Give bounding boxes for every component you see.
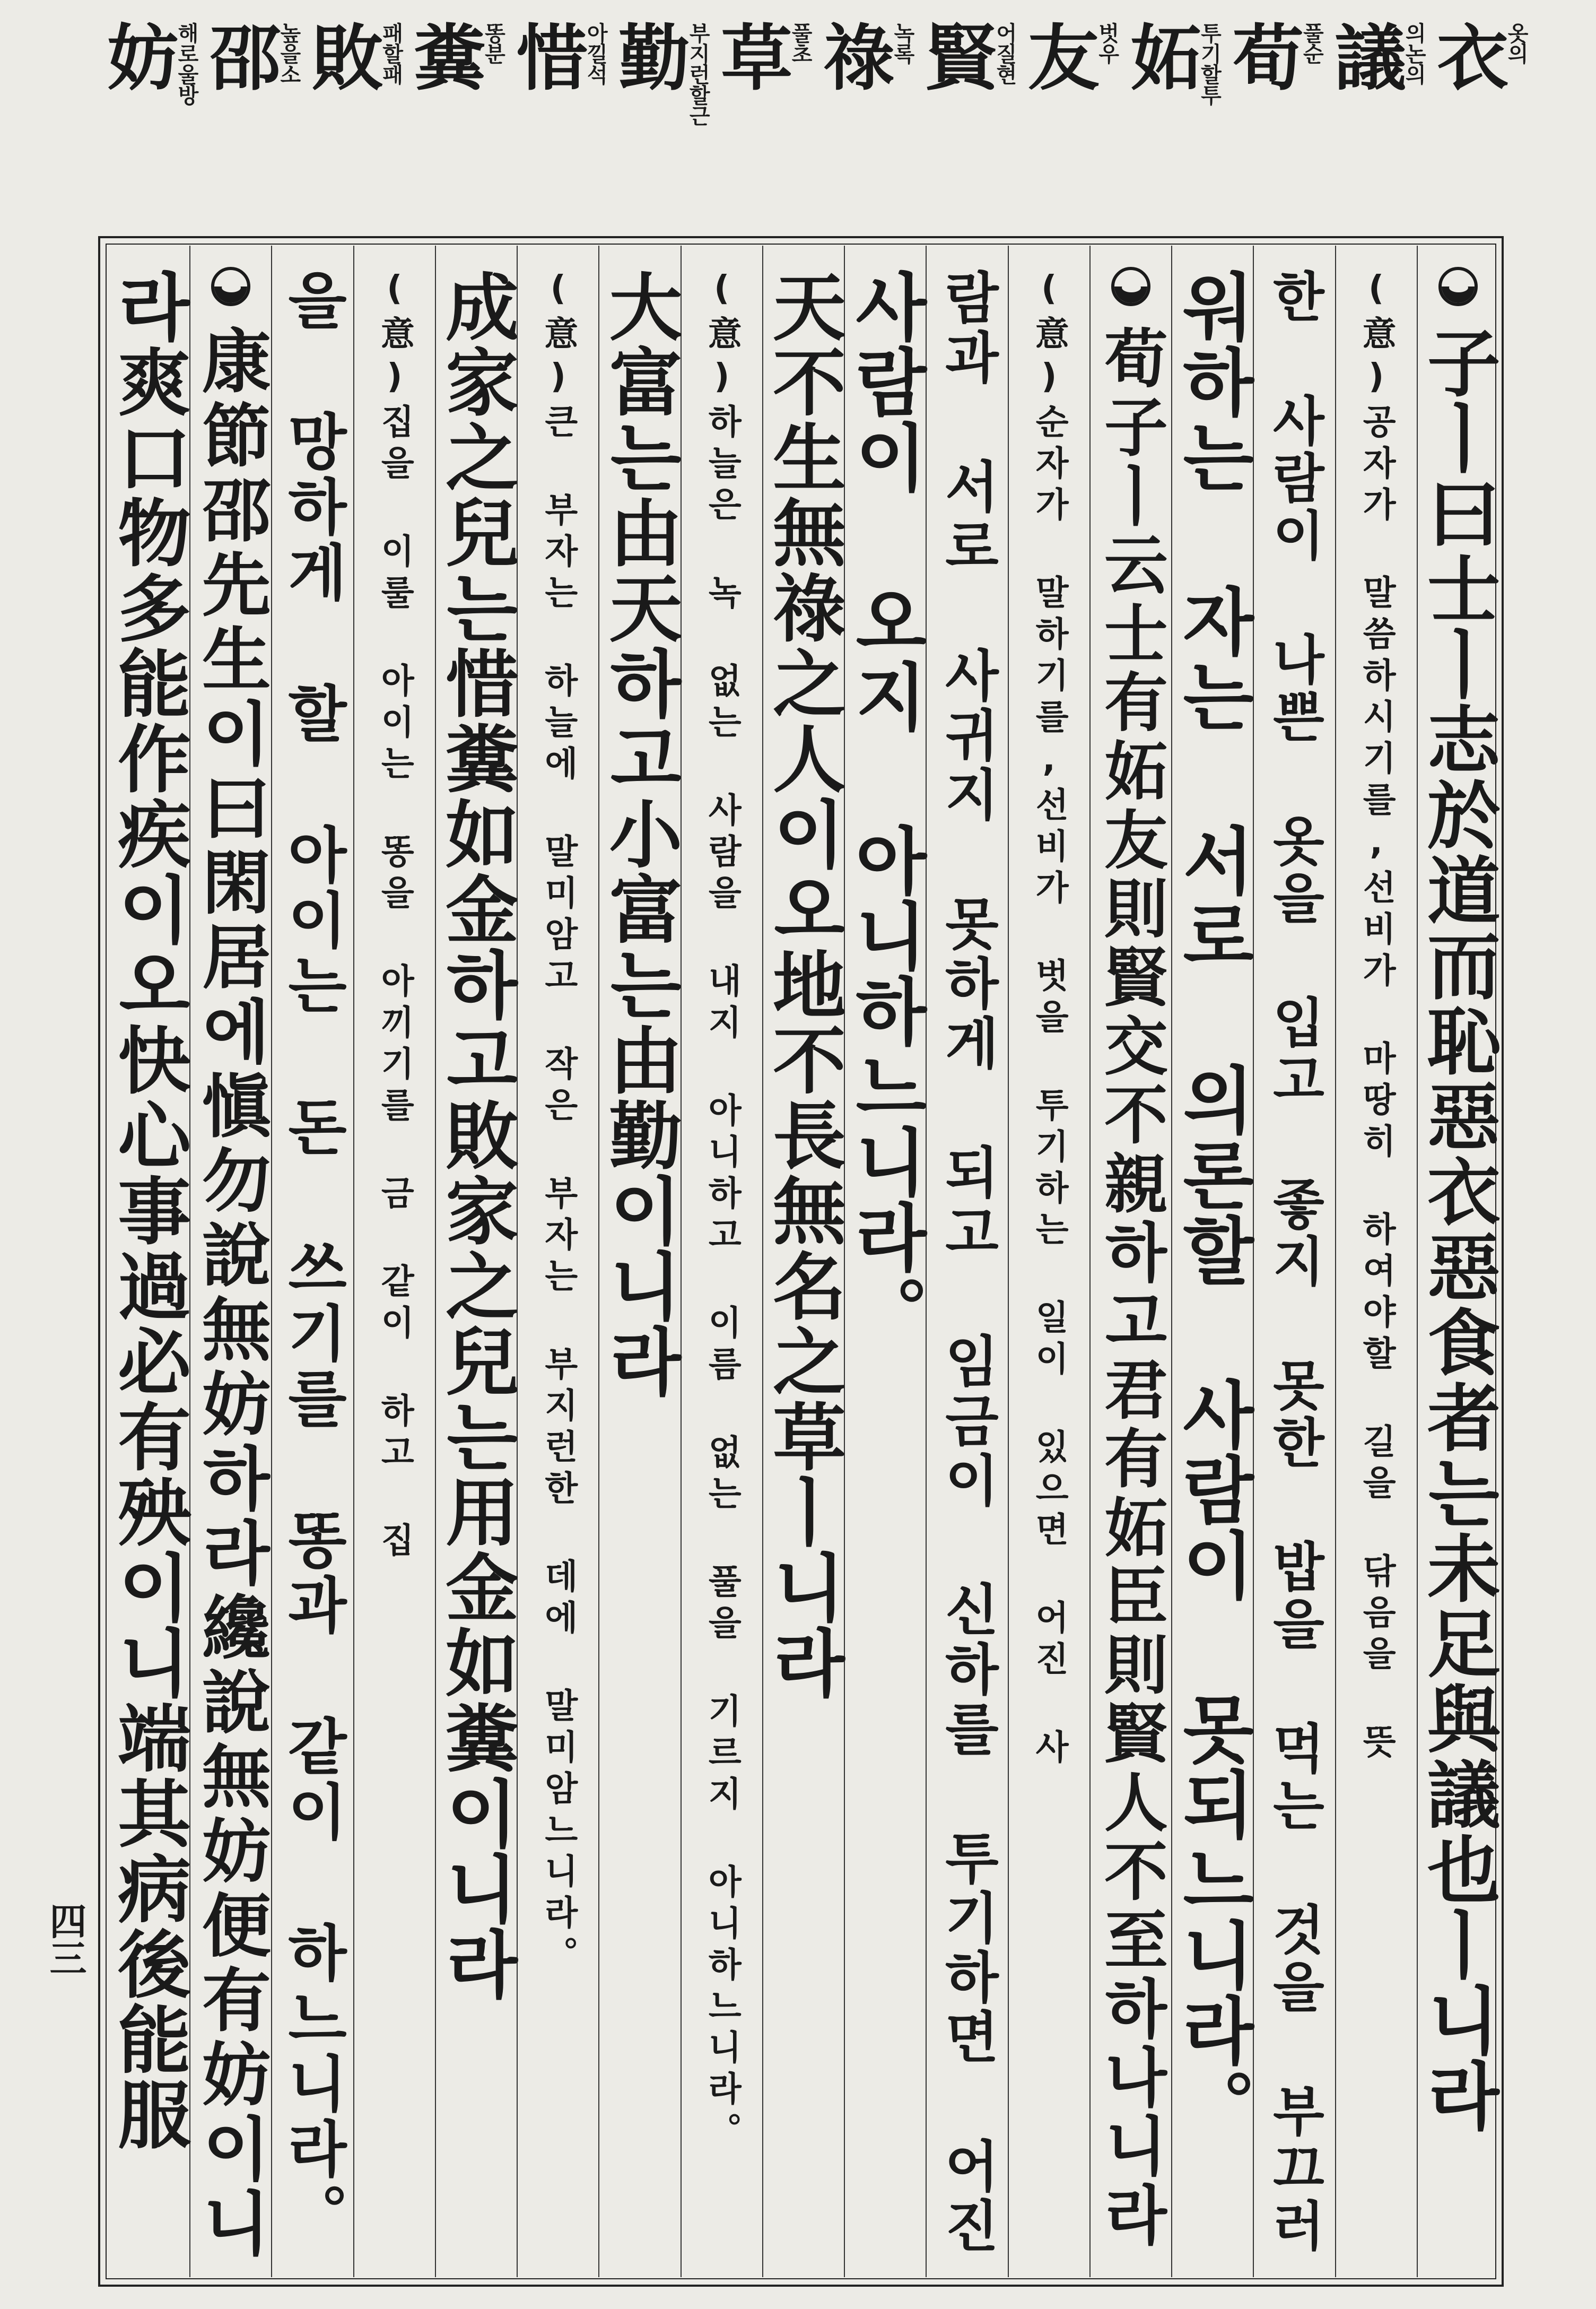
translation-text: (意)큰 부자는 하늘에 말미암고 작은 부자는 부지런한 데에 말미암느니라。 — [538, 269, 578, 1977]
vocab-gloss: 풀순 — [1299, 22, 1324, 64]
vocab-character: 惜 — [504, 20, 589, 92]
vocab-entry — [197, 20, 301, 222]
vocab-gloss: 의논의 — [1401, 22, 1426, 84]
vocab-gloss: 해로울방 — [174, 22, 199, 105]
classical-text: 天不生無祿之人이오地不長無名之草ㅣ니라 — [760, 269, 847, 1700]
classical-text: 子ㅣ曰士ㅣ志於道而恥惡衣惡食者는未足與議也ㅣ니라 — [1415, 325, 1502, 2133]
vocab-character: 祿 — [811, 20, 896, 92]
classical-text: 사람이 오지 아니하느니라。 — [842, 269, 929, 1350]
vocab-character: 衣 — [1425, 20, 1510, 92]
translation-text: (意)공자가 말씀하시기를,선비가 마땅히 하여야할 길을 닦음을 뜻 — [1356, 269, 1396, 1765]
vocab-character: 妬 — [1118, 20, 1202, 92]
vocab-entry — [402, 20, 505, 222]
text-column — [271, 246, 353, 2277]
vocab-entry — [811, 20, 915, 222]
text-column — [1089, 246, 1171, 2277]
vocab-gloss: 풀초 — [788, 22, 813, 64]
vocab-gloss: 패할패 — [379, 22, 404, 84]
text-column — [517, 246, 598, 2277]
vocab-entry — [95, 20, 199, 222]
vocab-entry — [1118, 20, 1222, 222]
text-column — [926, 246, 1007, 2277]
translation-text: (意)하늘은 녹 없는 사람을 내지 아니하고 이름 없는 풀을 기르지 아니하느니라。 — [702, 269, 742, 2154]
text-column — [106, 246, 193, 2277]
classical-text: 成家之兒는惜糞如金하고敗家之兒는用金如糞이니라 — [433, 269, 520, 2002]
vocab-character: 邵 — [197, 20, 282, 92]
vocab-gloss: 옷의 — [1504, 22, 1529, 64]
classical-text: 라爽口物多能作疾이오快心事過必有殃이니端其病後能服 — [106, 269, 193, 2152]
classical-text: 람과 서로 사귀지 못하게 되고 임금이 신하를 투기하면 어진 — [935, 269, 1000, 2257]
classical-text: 大富는由天하고小富는由勤이니라 — [597, 269, 684, 1399]
vocab-entry — [1016, 20, 1120, 222]
text-column — [353, 246, 435, 2277]
vocab-entry — [1322, 20, 1426, 222]
text-column — [1335, 246, 1417, 2277]
vocab-entry — [1425, 20, 1529, 222]
text-column — [1253, 246, 1335, 2277]
vocab-entry — [504, 20, 608, 222]
vocab-gloss: 투기할투 — [1197, 22, 1222, 105]
classical-text: 을 망하게 할 아이는 돈 쓰기를 똥과 같이 하느니라。 — [277, 269, 348, 2249]
vocab-character: 議 — [1322, 20, 1407, 92]
vocab-character: 草 — [709, 20, 793, 92]
vocab-character: 妨 — [95, 20, 180, 92]
vocab-entry — [300, 20, 404, 222]
vocab-gloss: 부지런할근 — [685, 22, 710, 126]
vocab-character: 荀 — [1220, 20, 1305, 92]
vocab-character: 敗 — [300, 20, 385, 92]
vocab-gloss: 어질현 — [992, 22, 1017, 84]
classical-text: 한 사람이 나쁜 옷을 입고 좋지 못한 밥을 먹는 것을 부끄러 — [1263, 269, 1326, 2255]
vocab-character: 賢 — [913, 20, 998, 92]
vocab-gloss: 아낄석 — [583, 22, 608, 84]
vocab-character: 友 — [1016, 20, 1101, 92]
taeguk-marker-icon — [211, 267, 250, 306]
vocab-entry — [913, 20, 1017, 222]
vocab-entry — [709, 20, 813, 222]
text-column — [433, 246, 520, 2277]
vocab-character: 勤 — [606, 20, 691, 92]
vocab-character: 糞 — [402, 20, 486, 92]
vocab-gloss: 벗우 — [1095, 22, 1120, 64]
page-number: 四三 — [43, 1902, 88, 1976]
text-column — [189, 246, 271, 2277]
text-frame — [98, 236, 1504, 2287]
translation-text: (意)집을 이룰 아이는 똥을 아끼기를 금 같이 하고 집 — [374, 269, 414, 1564]
vocab-gloss: 똥분 — [481, 22, 505, 64]
text-column — [681, 246, 762, 2277]
vocab-entry — [1220, 20, 1324, 222]
classical-text: 荀子ㅣ云士有妬友則賢交不親하고君有妬臣則賢人不至하나니라 — [1093, 325, 1168, 2251]
text-column — [597, 246, 684, 2277]
taeguk-marker-icon — [1111, 267, 1150, 306]
taeguk-marker-icon — [1438, 267, 1478, 306]
text-column — [1008, 246, 1089, 2277]
text-column — [1170, 246, 1257, 2277]
classical-text: 워하는 자는 서로 의론할 사람이 못되느니라。 — [1170, 269, 1257, 2143]
vocab-gloss: 높을소 — [276, 22, 301, 84]
text-column — [842, 246, 929, 2277]
vocab-entry — [606, 20, 710, 222]
translation-text: (意)순자가 말하기를,선비가 벗을 투기하는 일이 있으면 어진 사 — [1029, 269, 1069, 1770]
vocab-gloss: 녹록 — [890, 22, 915, 64]
text-column — [1415, 246, 1502, 2277]
classical-text: 康節邵先生이曰閑居에愼勿說無妨하라纔說無妨便有妨이니 — [190, 325, 272, 2262]
vocabulary-header — [95, 20, 1530, 216]
text-column — [760, 246, 847, 2277]
